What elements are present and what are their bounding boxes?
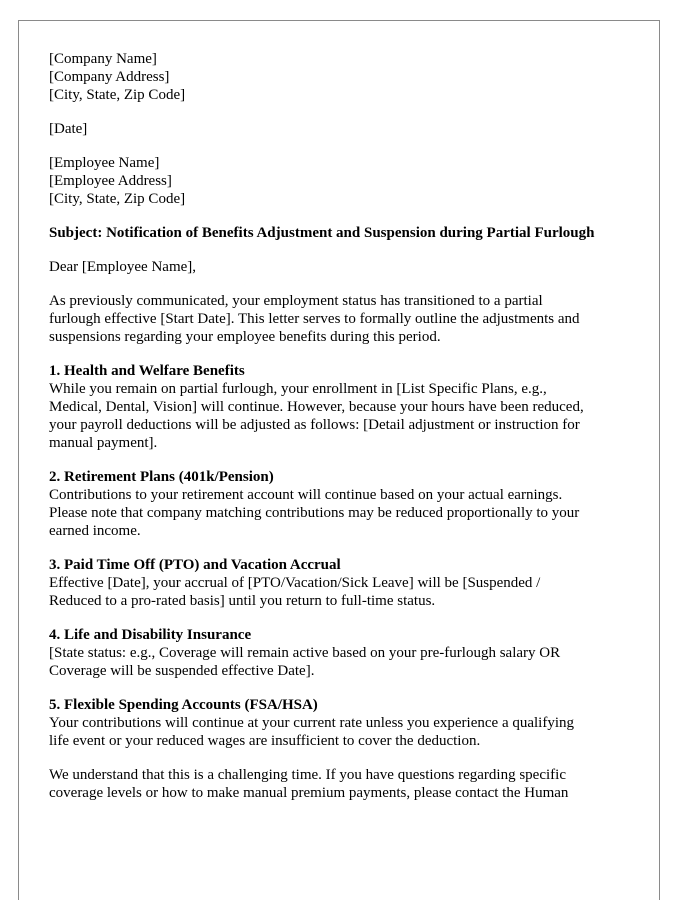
letter-content <box>49 50 649 818</box>
section-line: your payroll deductions will be adjusted as follows: [Detail adjustment or instruction for <box>49 417 580 433</box>
recipient-employee-address: [Employee Address] <box>49 173 172 189</box>
section-line: Medical, Dental, Vision] will continue. However, because your hours have been reduced, <box>49 399 584 415</box>
section-line: [State status: e.g., Coverage will remain active based on your pre-furlough salary OR <box>49 645 561 661</box>
intro-line: suspensions regarding your employee benefits during this period. <box>49 329 441 345</box>
letter-date: [Date] <box>49 121 88 137</box>
closing-line: coverage levels or how to make manual premium payments, please contact the Human <box>49 785 569 801</box>
section-heading: 4. Life and Disability Insurance <box>49 627 252 643</box>
section-health-welfare <box>49 362 649 452</box>
intro-line: furlough effective [Start Date]. This letter serves to formally outline the adjustments and <box>49 311 580 327</box>
closing-line: We understand that this is a challenging time. If you have questions regarding specific <box>49 767 566 783</box>
recipient-employee-name: [Employee Name] <box>49 155 160 171</box>
letter-subject: Subject: Notification of Benefits Adjustment and Suspension during Partial Furlough <box>49 225 595 241</box>
section-heading: 1. Health and Welfare Benefits <box>49 363 245 379</box>
section-line: Please note that company matching contributions may be reduced proportionally to your <box>49 505 580 521</box>
section-line: earned income. <box>49 523 141 539</box>
sender-city-state-zip: [City, State, Zip Code] <box>49 87 186 103</box>
section-line: While you remain on partial furlough, your enrollment in [List Specific Plans, e.g., <box>49 381 547 397</box>
section-heading: 2. Retirement Plans (401k/Pension) <box>49 469 274 485</box>
letter-page <box>18 20 660 900</box>
letter-salutation: Dear [Employee Name], <box>49 259 197 275</box>
section-line: manual payment]. <box>49 435 158 451</box>
section-line: Effective [Date], your accrual of [PTO/Vacation/Sick Leave] will be [Suspended / <box>49 575 541 591</box>
date-block <box>49 120 649 138</box>
intro-line: As previously communicated, your employment status has transitioned to a partial <box>49 293 543 309</box>
sender-company-address: [Company Address] <box>49 69 170 85</box>
section-line: Reduced to a pro-rated basis] until you return to full-time status. <box>49 593 436 609</box>
section-flexible-spending <box>49 696 649 750</box>
section-line: Coverage will be suspended effective Date]. <box>49 663 315 679</box>
section-line: Contributions to your retirement account will continue based on your actual earnings. <box>49 487 563 503</box>
recipient-block <box>49 154 649 208</box>
intro-paragraph <box>49 292 649 346</box>
section-line: Your contributions will continue at your current rate unless you experience a qualifying <box>49 715 575 731</box>
section-retirement-plans <box>49 468 649 540</box>
sender-block <box>49 50 649 104</box>
section-heading: 5. Flexible Spending Accounts (FSA/HSA) <box>49 697 318 713</box>
section-heading: 3. Paid Time Off (PTO) and Vacation Accrual <box>49 557 341 573</box>
subject-block <box>49 224 649 242</box>
sender-company-name: [Company Name] <box>49 51 157 67</box>
section-paid-time-off <box>49 556 649 610</box>
section-line: life event or your reduced wages are insufficient to cover the deduction. <box>49 733 481 749</box>
closing-paragraph <box>49 766 649 802</box>
section-life-disability <box>49 626 649 680</box>
recipient-city-state-zip: [City, State, Zip Code] <box>49 191 186 207</box>
salutation-block <box>49 258 649 276</box>
